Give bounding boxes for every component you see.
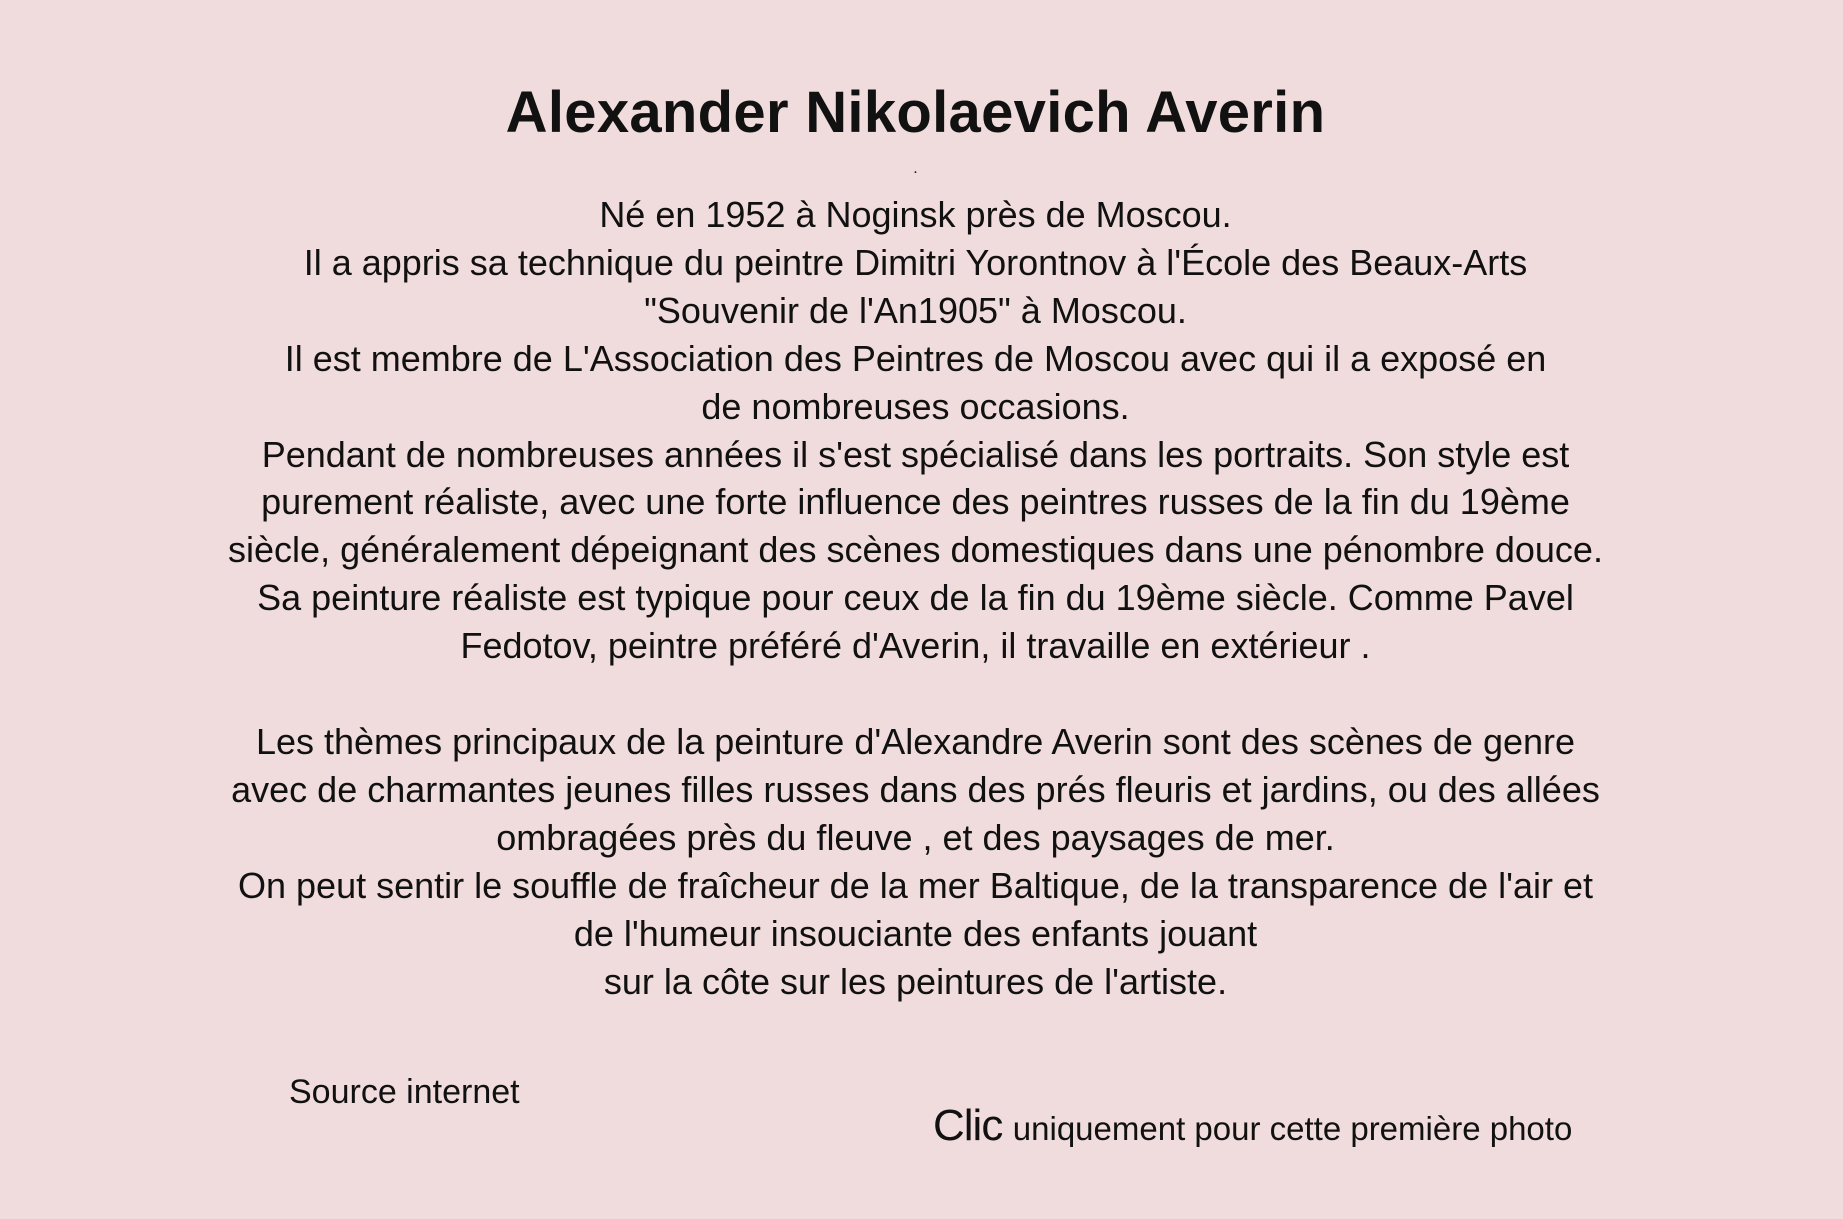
page-title: Alexander Nikolaevich Averin: [505, 80, 1326, 145]
blank-line: [0, 670, 1831, 718]
biography-text: [0, 191, 1831, 1005]
biography-line: sur la côte sur les peintures de l'artiste.: [603, 960, 1228, 1002]
biography-line: de l'humeur insouciante des enfants jouant: [573, 912, 1258, 954]
biography-line: Sa peinture réaliste est typique pour ceux de la fin du 19ème siècle. Comme Pavel: [257, 577, 1574, 619]
clic-link[interactable]: Clic: [933, 1101, 1003, 1150]
biography-line: Né en 1952 à Noginsk près de Moscou.: [599, 194, 1232, 235]
biography-line: On peut sentir le souffle de fraîcheur de la mer Baltique, de la transparence de l'air et: [238, 864, 1593, 906]
biography-line: purement réaliste, avec une forte influence des peintres russes de la fin du 19ème: [261, 481, 1570, 523]
biography-line: "Souvenir de l'An1905" à Moscou.: [644, 289, 1187, 331]
biography-line: Les thèmes principaux de la peinture d'Alexandre Averin sont des scènes de genre: [255, 720, 1576, 762]
separator-dot: .: [913, 160, 918, 177]
clic-note: uniquement pour cette première photo: [1012, 1110, 1573, 1147]
biography-line: siècle, généralement dépeignant des scènes domestiques dans une pénombre douce.: [228, 529, 1603, 571]
biography-line: avec de charmantes jeunes filles russes dans des prés fleuris et jardins, ou des allées: [231, 768, 1600, 810]
biography-line: ombragées près du fleuve , et des paysages de mer.: [496, 816, 1335, 858]
clic-row: [933, 1100, 1572, 1155]
biography-line: Il est membre de L'Association des Peintres de Moscou avec qui il a exposé en: [284, 337, 1547, 379]
biography-line: de nombreuses occasions.: [701, 385, 1130, 427]
biography-line: Il a appris sa technique du peintre Dimitri Yorontnov à l'École des Beaux-Arts: [303, 241, 1528, 283]
source-label: Source internet: [289, 1073, 520, 1111]
biography-line: Pendant de nombreuses années il s'est spécialisé dans les portraits. Son style est: [261, 433, 1570, 475]
biography-line: Fedotov, peintre préféré d'Averin, il travaille en extérieur .: [460, 625, 1371, 667]
